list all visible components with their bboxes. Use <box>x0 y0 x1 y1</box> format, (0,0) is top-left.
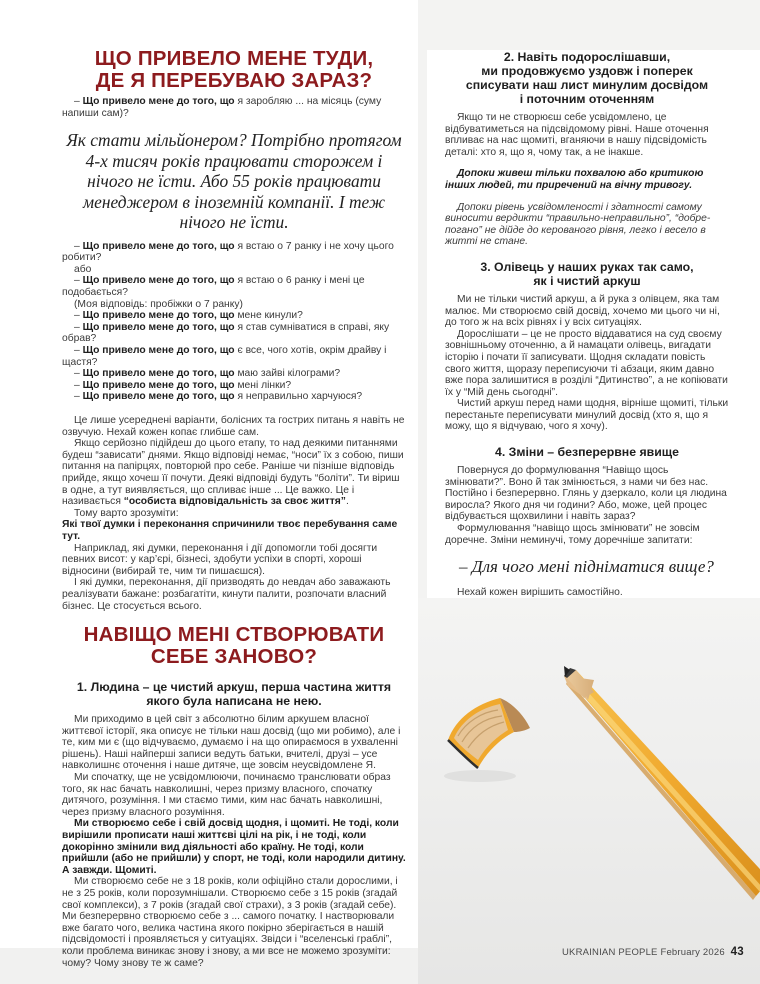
question: – Що привело мене до того, що я встаю о 7 ранку і не хочу цього робити? <box>62 240 394 264</box>
subheading-1: 1. Людина – це чистий аркуш, перша частина життя якого була написана не нею. <box>76 680 392 709</box>
subheading-4: 4. Зміни – безперервне явище <box>495 445 679 460</box>
italic-paragraph: Допоки рівень усвідомленості і здатності самому виносити вердикти “правильно-неправильно”, “добре-погано” не дійде до керованого рівня, легко і весело в житті не стане. <box>445 201 711 248</box>
body-paragraph: Ми приходимо в цей світ з абсолютно білим аркушем власної життєвої історії, яка описує не тільки наш досвід (що ми робимо), але і те, ким ми є (що відчуваємо, думаємо і на що опираємося в ухваленні рішень). Наші найперші записи ведуть батьки, вчителі, друзі – усе навколишнє оточення і наше дитяче, ще зовсім неусвідомлене Я. <box>62 714 401 772</box>
body-paragraph: Тому варто зрозуміти: <box>74 507 179 519</box>
question: – Що привело мене до того, що є все, чого хотів, окрім драйву і щастя? <box>62 345 387 368</box>
body-paragraph: Формулювання “навіщо щось змінювати” не зовсім доречне. Зміни неминучі, тому доречніше запитати: <box>445 523 700 546</box>
question: – Що привело мене до того, що мене кинули? <box>74 310 303 322</box>
answer-note: (Моя відповідь: пробіжки о 7 ранку) <box>74 298 243 310</box>
or-text: або <box>74 263 92 275</box>
key-statement: Ми створюємо себе і свій досвід щодня, і щомиті. Не тоді, коли вирішили прописати наші життєві цілі на рік, і не тоді, коли докорінно змінили вид діяльності або країну. Не тоді, коли прийшли (або не прийшли) у спорт, не тоді, коли народили дитину. А завжди. Щомиті. <box>62 818 406 876</box>
subheading-3: 3. Олівець у наших руках так само, як і чистий аркуш <box>480 259 694 288</box>
question: – Що привело мене до того, що я став сумніватися в справі, яку обрав? <box>62 321 390 345</box>
title-line: ЩО ПРИВЕЛО МЕНЕ ТУДИ, <box>94 47 374 70</box>
title-line: ДЕ Я ПЕРЕБУВАЮ ЗАРАЗ? <box>95 69 373 92</box>
pull-quote: Як стати мільйонером? Потрібно протягом 4-х тисяч років працювати сторожем і нічого не їсти. Або 55 років працювати менеджером в іноземній компанії. І теж нічого не їсти. <box>66 130 402 233</box>
section-title-2 <box>62 624 406 668</box>
body-paragraph: Якщо серйозно підійдеш до цього етапу, то над деякими питаннями будеш “зависати” днями. Якщо відповіді немає, “носи” їх з собою, пиши питання на папірцях, повторюй про себе. Раніше чи пізніше відповідь прийде, якщо хочеш її почути. Деякі відповіді будуть “боліти”. Ти віриш в одне, а тут виявляється, що спливає інше ... Це важко. Це і називається “особиста відповідальність за своє життя”. <box>62 438 404 508</box>
emphasis-paragraph: Допоки живеш тільки похвалою або критикою інших людей, ти приречений на вічну тривогу. <box>445 168 704 191</box>
pencil <box>564 666 760 900</box>
title-line: НАВІЩО МЕНІ СТВОРЮВАТИ <box>83 623 385 647</box>
body-paragraph: Наприклад, які думки, переконання і дії допомогли тобі досягти певних висот: у кар’єрі, бізнесі, здобути успіхи в спорті, хороші відносини (вибирай те, чим ти пишаєшся). <box>62 542 378 577</box>
body-paragraph: І які думки, переконання, дії призводять до невдач або заважають реалізувати бажане: розбагатіти, кинути палити, розпочати власний бізнес. Це стосується всього. <box>62 577 391 612</box>
pencil-shavings <box>444 698 530 782</box>
body-paragraph: Нехай кожен вирішить самостійно. <box>457 587 623 599</box>
closing-quote: – Для чого мені підніматися вище? <box>459 557 714 577</box>
body-paragraph: Ми спочатку, ще не усвідомлюючи, починаємо транслювати образ того, як нас бачать навколишні, через призму власного, спочатку дитячого, розуміння. І ми стаємо тими, ким нас бачать навколишні, через призму власного розуміння. <box>62 772 391 818</box>
question-paragraph: – Що привело мене до того, що я заробляю ... на місяць (суму напиши сам)? <box>62 96 382 119</box>
issue-date: February 2026 <box>660 947 725 958</box>
subheading-2: 2. Навіть подорослішавши, ми продовжуємо уздовж і поперек списувати наш лист минулим досвідом і поточним оточенням <box>465 50 709 106</box>
body-paragraph: Ми створюємо себе не з 18 років, коли офіційно стали дорослими, і не з 25 років, коли порозумнішали. Створюємо себе з 15 років (згадай свої комплекси), з 7 років (згадай свої страхи), з 3 років (згадай себе). Ми безперервно створюємо себе з ... самого початку. І настворювали вже багато чого, велика частина якого покірно зберігається в нашій підсвідомості і проявляється у ситуаціях. Звідси і “вселенські граблі”, коли проблема виникає знову і знову, а ми все не можемо зрозуміти: чому? Чому знову те ж саме? <box>62 876 398 969</box>
page-number: 43 <box>730 946 744 958</box>
body-paragraph: Ми не тільки чистий аркуш, а й рука з олівцем, яка там малює. Ми створюємо свій досвід, хочемо ми цього чи ні, до того ж на всіх рівнях і у всіх ситуаціях. <box>445 293 720 329</box>
title-line: СЕБЕ ЗАНОВО? <box>150 645 318 669</box>
question: – Що привело мене до того, що я неправильно харчуюся? <box>74 391 363 403</box>
body-paragraph: Це лише усереднені варіанти, болісних та гострих питань я навіть не озвучую. Нехай кожен копає глибше сам. <box>62 415 405 438</box>
page-footer <box>562 946 744 958</box>
body-paragraph: Повернуся до формулювання “Навіщо щось змінювати?”. Воно й так змінюється, з нами чи без нас. Постійно і безперервно. Глянь у дзеркало, коли ця людина виросла? Якого дня чи години? Або, може, цей процес відбувається щохвилини і навіть зараз? <box>445 465 727 523</box>
question: – Що привело мене до того, що мені лінки? <box>74 379 292 391</box>
section-title-1 <box>62 48 406 92</box>
left-column <box>62 48 406 969</box>
question: – Що привело мене до того, що я встаю о 6 ранку і мені це подобається? <box>62 275 365 299</box>
pencil-photo <box>418 600 760 984</box>
body-paragraph: Чистий аркуш перед нами щодня, вірніше щомиті, тільки перестаньте переписувати минулий досвід (хто я, що я можу, що я відчуваю, чого я хочу). <box>445 398 729 433</box>
right-column <box>445 50 729 599</box>
question: – Що привело мене до того, що маю зайві кілограми? <box>74 368 341 380</box>
body-paragraph: Якщо ти не створюєш себе усвідомлено, це відбуватиметься на підсвідомому рівні. Наше оточення впливає на нас щомиті, вганяючи в нашу підсвідомість деталі: хто я, що я, чому так, а не інакше. <box>445 112 709 158</box>
key-statement: Які твої думки і переконання спричинили твоє перебування саме тут. <box>62 519 398 542</box>
magazine-name: UKRAINIAN PEOPLE <box>562 947 658 958</box>
body-paragraph: Дорослішати – це не просто віддаватися на суд своєму зовнішньому оточенню, а й намацати олівець, вигадати історію і почати її записувати. Щодня складати повість свого життя, щоразу переписуючи ті абзаци, яким давно вже пора залишитися в розділі “Дитинство”, а не копіювати їх у “Мій день сьогодні”. <box>445 328 728 398</box>
